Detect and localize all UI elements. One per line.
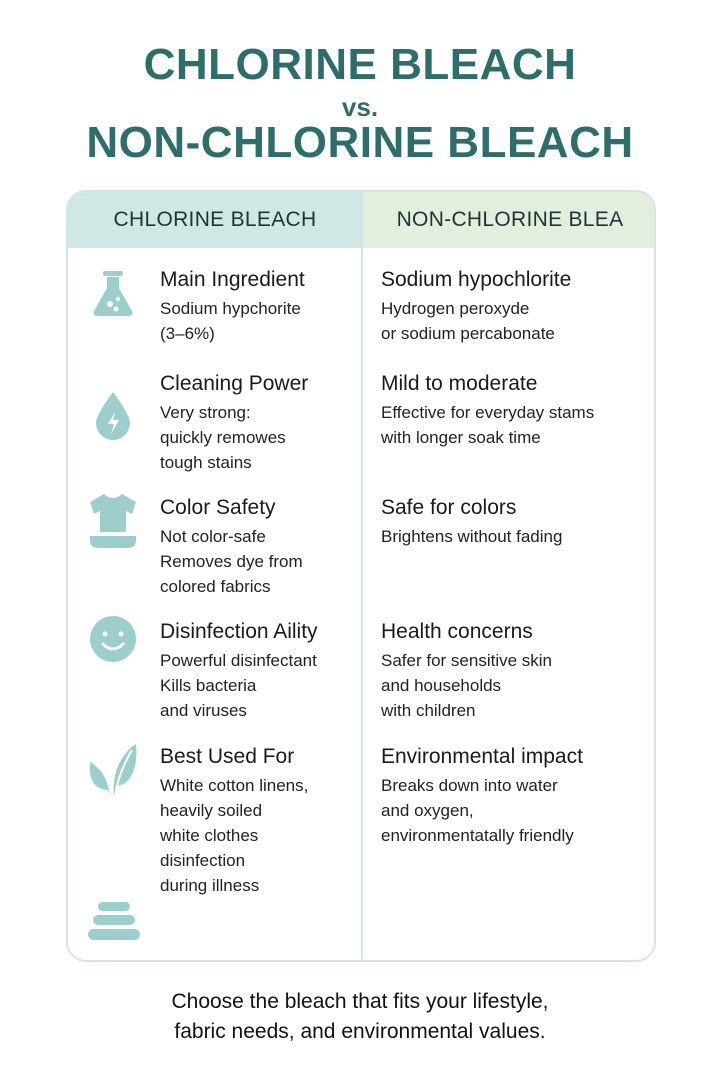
- row-environment-right: [381, 743, 651, 848]
- shirt-icon: [86, 490, 140, 552]
- row-title: Main Ingredient: [160, 268, 305, 291]
- row-text: white clothes: [160, 826, 259, 845]
- row-title: Best Used For: [160, 745, 295, 768]
- row-text: Not color-safe: [160, 527, 266, 546]
- row-text: Breaks down into water: [381, 776, 558, 795]
- row-text: during illness: [160, 876, 260, 895]
- row-title: Sodium hypochlorite: [381, 268, 572, 291]
- row-title: Health concerns: [381, 620, 533, 643]
- row-text: and households: [381, 676, 502, 695]
- row-text: Safer for sensitive skin: [381, 651, 553, 670]
- row-text: Kills bacteria: [160, 676, 257, 695]
- flask-icon: [88, 268, 138, 318]
- stacked-towels-icon: [86, 900, 142, 942]
- row-title: Mild to moderate: [381, 372, 538, 395]
- row-color-safety-left: [160, 494, 360, 599]
- title-line-2: NON-CHLORINE BLEACH: [86, 118, 634, 167]
- row-text: tough stains: [160, 453, 252, 472]
- row-text: with longer soak time: [381, 428, 541, 447]
- row-text: quickly remowes: [160, 428, 286, 447]
- column-divider: [361, 192, 363, 962]
- row-text: heavily soiled: [160, 801, 263, 820]
- water-drop-icon: [88, 390, 138, 440]
- row-cleaning-power-right: [381, 370, 651, 450]
- row-text: Sodium hypchorite: [160, 299, 301, 318]
- leaf-icon: [88, 740, 138, 800]
- row-text: Very strong:: [160, 403, 251, 422]
- smiley-icon: [88, 614, 138, 664]
- row-text: with children: [381, 701, 476, 720]
- row-text: Effective for everyday stams: [381, 403, 595, 422]
- row-title: Safe for colors: [381, 496, 517, 519]
- row-main-ingredient-right: [381, 266, 651, 346]
- column-header-non-chlorine: NON-CHLORINE BLEA: [362, 192, 656, 248]
- row-text: or sodium percabonate: [381, 324, 555, 343]
- row-text: Brightens without fading: [381, 527, 563, 546]
- title-line-1: CHLORINE BLEACH: [143, 40, 577, 89]
- row-cleaning-power-left: [160, 370, 360, 475]
- row-disinfection-left: [160, 618, 360, 723]
- row-main-ingredient-left: [160, 266, 360, 346]
- row-title: Environmental impact: [381, 745, 583, 768]
- row-text: White cotton linens,: [160, 776, 309, 795]
- row-color-safety-right: [381, 494, 651, 549]
- row-text: (3–6%): [160, 324, 215, 343]
- row-title: Cleaning Power: [160, 372, 309, 395]
- column-header-chlorine: CHLORINE BLEACH: [68, 192, 362, 248]
- row-text: Removes dye from: [160, 552, 303, 571]
- row-best-used-left: [160, 743, 360, 898]
- footer-line-2: fabric needs, and environmental values.: [174, 1020, 546, 1043]
- row-disinfection-right: [381, 618, 651, 723]
- row-text: and viruses: [160, 701, 247, 720]
- row-text: colored fabrics: [160, 577, 271, 596]
- row-text: environmentatally friendly: [381, 826, 574, 845]
- row-text: disinfection: [160, 851, 246, 870]
- row-title: Disinfection Aility: [160, 620, 318, 643]
- row-text: and oxygen,: [381, 801, 474, 820]
- row-text: Powerful disinfectant: [160, 651, 317, 670]
- footer-line-1: Choose the bleach that fits your lifestyle,: [171, 990, 549, 1013]
- title-vs: vs.: [341, 92, 379, 122]
- row-text: Hydrogen peroxyde: [381, 299, 530, 318]
- row-title: Color Safety: [160, 496, 276, 519]
